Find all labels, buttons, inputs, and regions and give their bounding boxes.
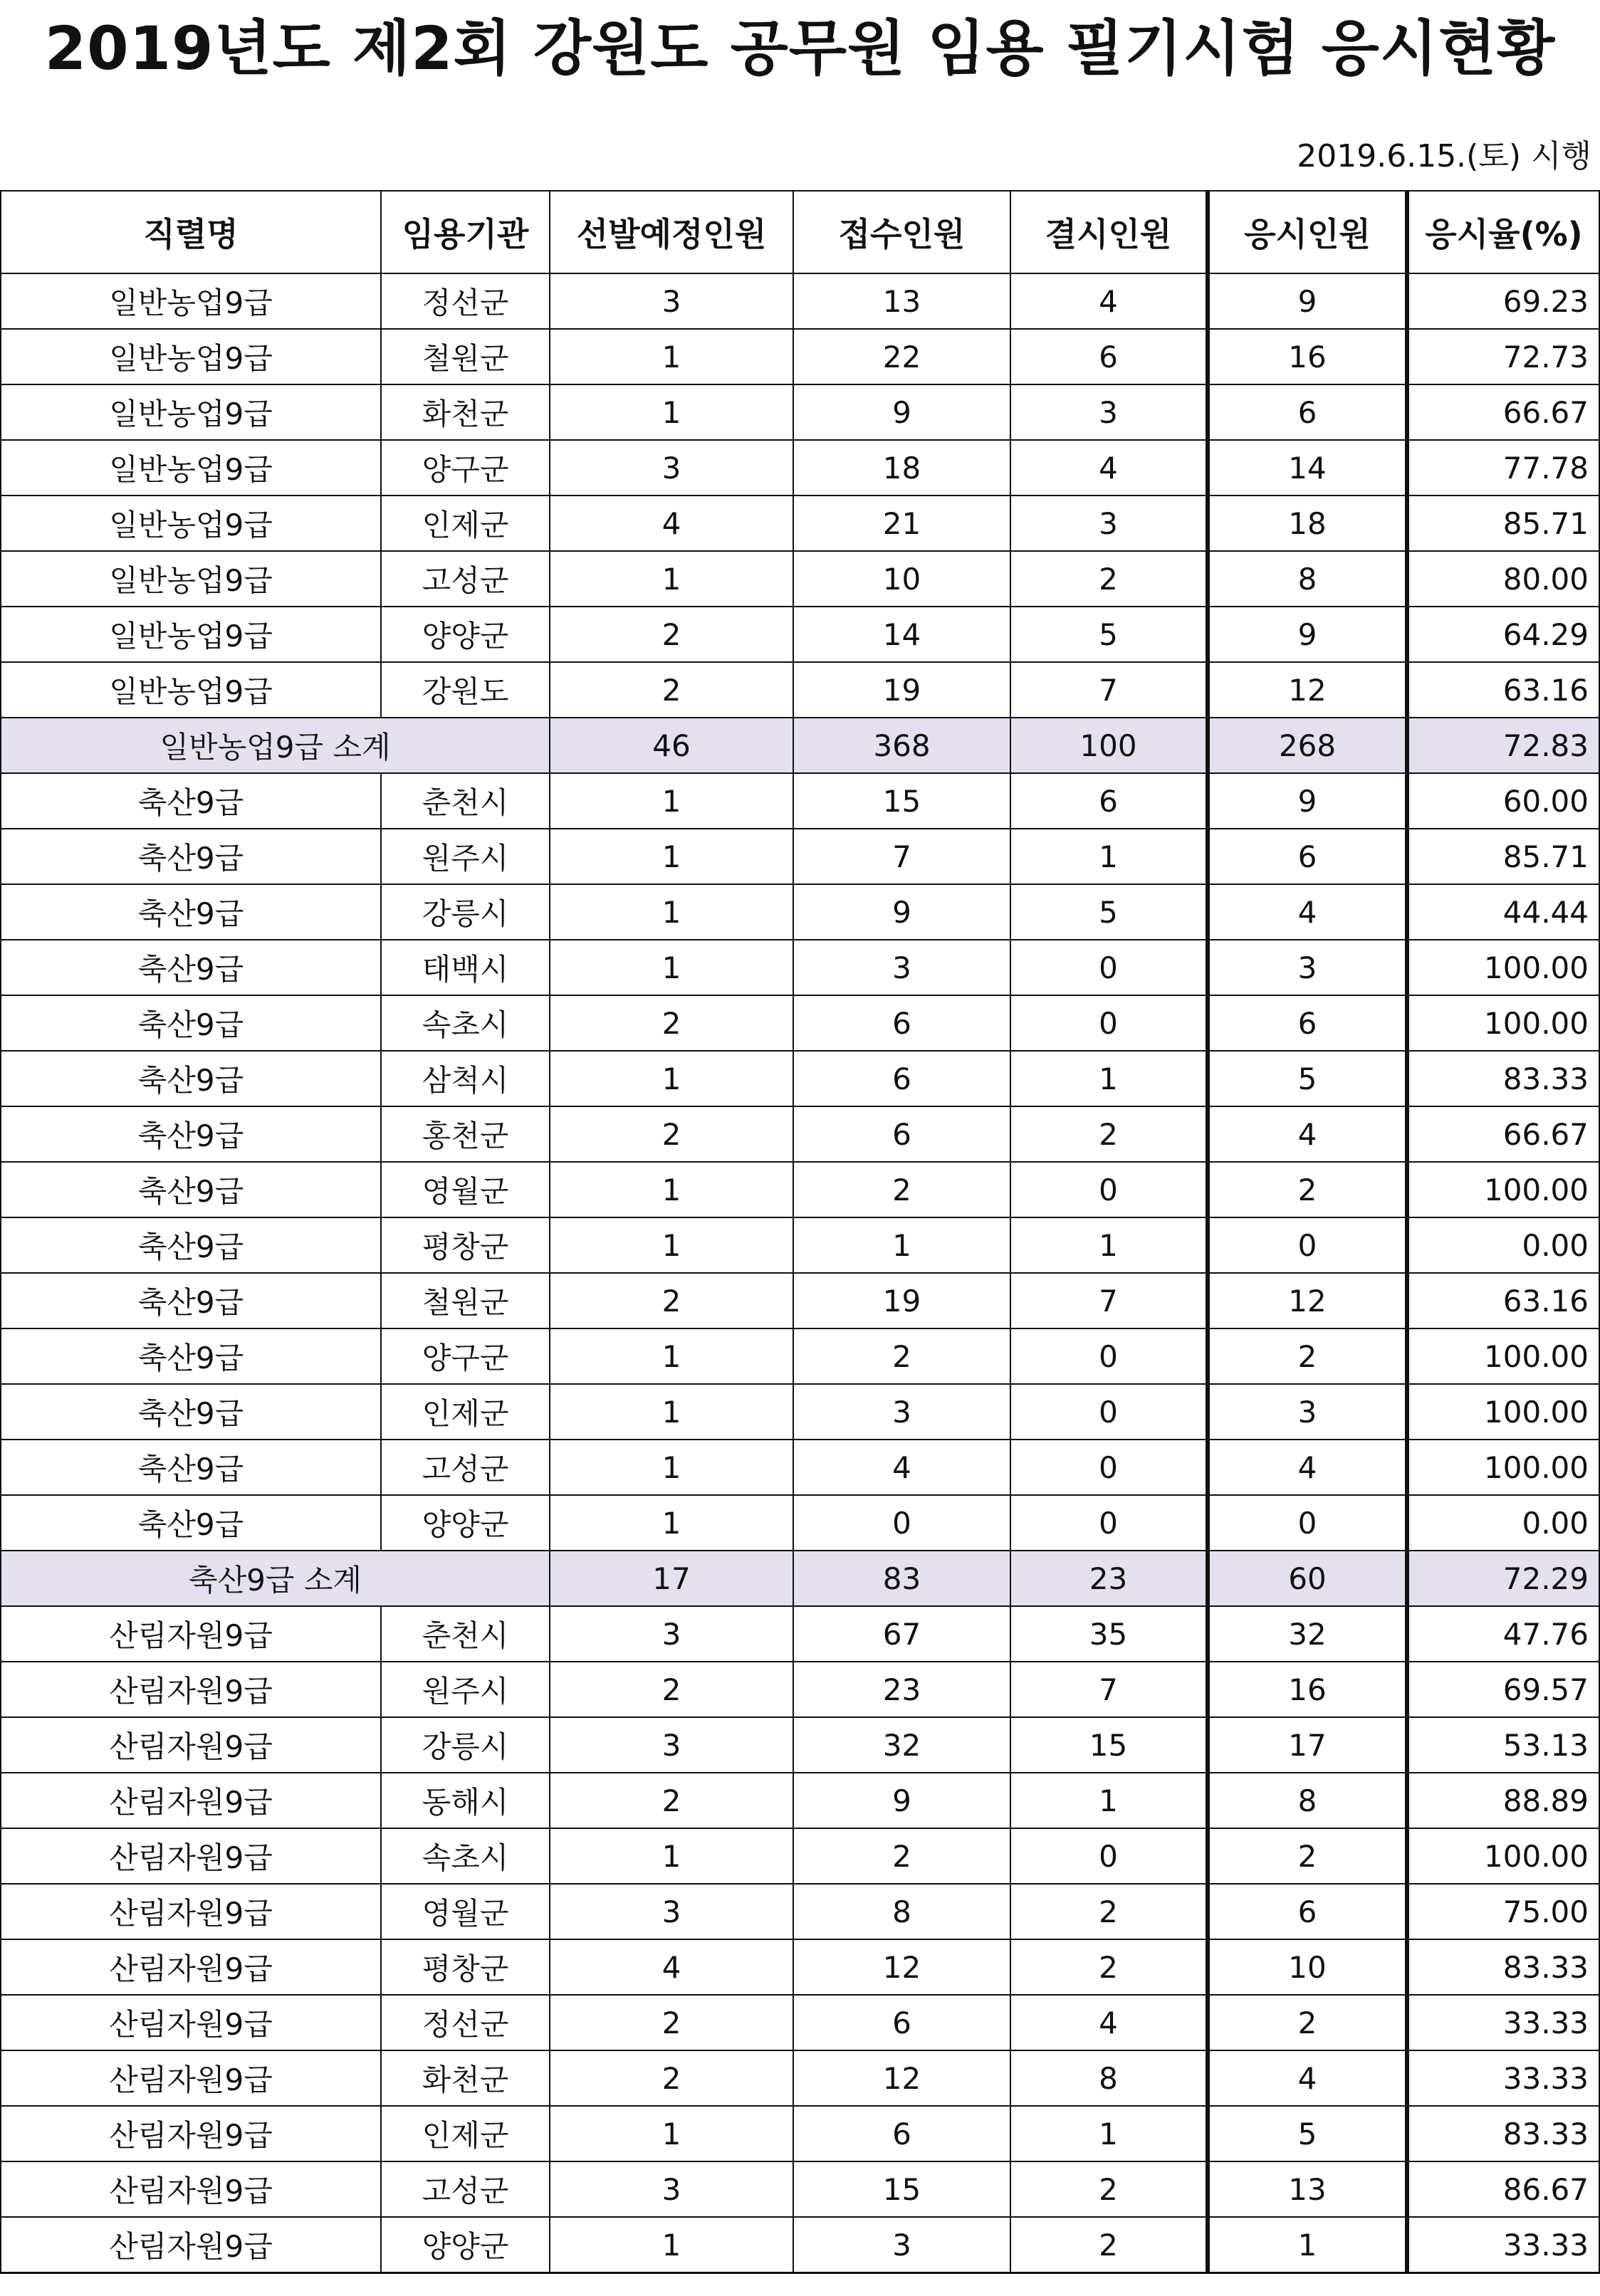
cell-org: 춘천시 bbox=[381, 773, 550, 829]
cell-job: 축산9급 bbox=[1, 773, 381, 829]
cell-org: 화천군 bbox=[381, 2050, 550, 2106]
table-row bbox=[1, 1773, 1599, 1828]
table-row bbox=[1, 1273, 1599, 1328]
cell-absent: 7 bbox=[1010, 1662, 1208, 1717]
cell-applied: 14 bbox=[793, 607, 1010, 662]
subtotal-row bbox=[1, 1551, 1599, 1606]
cell-applied: 22 bbox=[793, 329, 1010, 384]
cell-rate: 63.16 bbox=[1407, 1273, 1599, 1328]
cell-took: 16 bbox=[1208, 329, 1407, 384]
cell-org: 양양군 bbox=[381, 2217, 550, 2273]
cell-job: 축산9급 bbox=[1, 1162, 381, 1217]
cell-applied: 7 bbox=[793, 829, 1010, 884]
cell-took: 4 bbox=[1208, 884, 1407, 940]
cell-took: 1 bbox=[1208, 2217, 1407, 2273]
cell-rate: 100.00 bbox=[1407, 995, 1599, 1051]
table-row bbox=[1, 2106, 1599, 2161]
cell-job: 축산9급 bbox=[1, 1273, 381, 1328]
cell-applied: 19 bbox=[793, 662, 1010, 718]
table-row bbox=[1, 1884, 1599, 1939]
cell-rate: 80.00 bbox=[1407, 551, 1599, 607]
cell-job: 축산9급 bbox=[1, 1440, 381, 1495]
cell-applied: 15 bbox=[793, 2161, 1010, 2217]
cell-quota: 1 bbox=[550, 384, 793, 440]
cell-quota: 1 bbox=[550, 1828, 793, 1884]
cell-org: 양구군 bbox=[381, 1328, 550, 1384]
cell-quota: 1 bbox=[550, 1217, 793, 1273]
cell-org: 철원군 bbox=[381, 1273, 550, 1328]
table-row bbox=[1, 329, 1599, 384]
cell-rate: 63.16 bbox=[1407, 662, 1599, 718]
cell-applied: 0 bbox=[793, 1495, 1010, 1551]
cell-absent: 8 bbox=[1010, 2050, 1208, 2106]
cell-took: 9 bbox=[1208, 273, 1407, 329]
cell-absent: 2 bbox=[1010, 551, 1208, 607]
cell-applied: 67 bbox=[793, 1606, 1010, 1662]
cell-absent: 15 bbox=[1010, 1717, 1208, 1773]
cell-quota: 1 bbox=[550, 773, 793, 829]
cell-job: 산림자원9급 bbox=[1, 1939, 381, 1995]
cell-rate: 83.33 bbox=[1407, 2106, 1599, 2161]
cell-absent: 0 bbox=[1010, 995, 1208, 1051]
cell-took: 5 bbox=[1208, 1051, 1407, 1106]
cell-rate: 75.00 bbox=[1407, 1884, 1599, 1939]
cell-took: 60 bbox=[1208, 1551, 1407, 1606]
cell-took: 9 bbox=[1208, 773, 1407, 829]
cell-quota: 4 bbox=[550, 1939, 793, 1995]
cell-rate: 33.33 bbox=[1407, 1995, 1599, 2050]
cell-job: 산림자원9급 bbox=[1, 1828, 381, 1884]
cell-absent: 5 bbox=[1010, 884, 1208, 940]
cell-applied: 15 bbox=[793, 773, 1010, 829]
cell-quota: 3 bbox=[550, 273, 793, 329]
cell-rate: 100.00 bbox=[1407, 1828, 1599, 1884]
cell-org: 인제군 bbox=[381, 2106, 550, 2161]
cell-job: 축산9급 bbox=[1, 1106, 381, 1162]
cell-org: 고성군 bbox=[381, 1440, 550, 1495]
cell-rate: 100.00 bbox=[1407, 1162, 1599, 1217]
cell-quota: 1 bbox=[550, 1495, 793, 1551]
cell-quota: 2 bbox=[550, 1773, 793, 1828]
cell-org: 양구군 bbox=[381, 440, 550, 496]
cell-rate: 0.00 bbox=[1407, 1217, 1599, 1273]
cell-took: 16 bbox=[1208, 1662, 1407, 1717]
table-row bbox=[1, 1106, 1599, 1162]
cell-took: 3 bbox=[1208, 1384, 1407, 1440]
cell-applied: 9 bbox=[793, 884, 1010, 940]
cell-job: 산림자원9급 bbox=[1, 1717, 381, 1773]
cell-org: 정선군 bbox=[381, 273, 550, 329]
cell-applied: 9 bbox=[793, 1773, 1010, 1828]
table-row bbox=[1, 1162, 1599, 1217]
cell-rate: 66.67 bbox=[1407, 1106, 1599, 1162]
table-row bbox=[1, 1662, 1599, 1717]
cell-took: 10 bbox=[1208, 1939, 1407, 1995]
cell-quota: 1 bbox=[550, 551, 793, 607]
cell-applied: 12 bbox=[793, 2050, 1010, 2106]
cell-applied: 4 bbox=[793, 1440, 1010, 1495]
cell-applied: 12 bbox=[793, 1939, 1010, 1995]
cell-quota: 17 bbox=[550, 1551, 793, 1606]
cell-job: 산림자원9급 bbox=[1, 1606, 381, 1662]
table-row bbox=[1, 2217, 1599, 2273]
cell-took: 2 bbox=[1208, 1995, 1407, 2050]
cell-took: 17 bbox=[1208, 1717, 1407, 1773]
cell-job: 축산9급 bbox=[1, 1495, 381, 1551]
cell-took: 12 bbox=[1208, 1273, 1407, 1328]
table-row bbox=[1, 384, 1599, 440]
cell-rate: 72.29 bbox=[1407, 1551, 1599, 1606]
cell-quota: 1 bbox=[550, 1162, 793, 1217]
cell-applied: 1 bbox=[793, 1217, 1010, 1273]
cell-quota: 3 bbox=[550, 1884, 793, 1939]
cell-rate: 66.67 bbox=[1407, 384, 1599, 440]
table-row bbox=[1, 1606, 1599, 1662]
exam-date: 2019.6.15.(토) 시행 bbox=[1297, 138, 1591, 174]
cell-job: 축산9급 소계 bbox=[1, 1551, 550, 1606]
table-row bbox=[1, 1939, 1599, 1995]
cell-rate: 100.00 bbox=[1407, 940, 1599, 995]
cell-applied: 2 bbox=[793, 1828, 1010, 1884]
cell-job: 산림자원9급 bbox=[1, 2217, 381, 2273]
cell-job: 축산9급 bbox=[1, 995, 381, 1051]
cell-quota: 1 bbox=[550, 1384, 793, 1440]
cell-applied: 9 bbox=[793, 384, 1010, 440]
cell-absent: 23 bbox=[1010, 1551, 1208, 1606]
cell-took: 3 bbox=[1208, 940, 1407, 995]
cell-org: 영월군 bbox=[381, 1884, 550, 1939]
cell-quota: 1 bbox=[550, 940, 793, 995]
cell-applied: 368 bbox=[793, 718, 1010, 773]
cell-quota: 3 bbox=[550, 2161, 793, 2217]
cell-absent: 0 bbox=[1010, 1328, 1208, 1384]
cell-applied: 18 bbox=[793, 440, 1010, 496]
table-row bbox=[1, 1328, 1599, 1384]
cell-quota: 1 bbox=[550, 829, 793, 884]
cell-job: 산림자원9급 bbox=[1, 1884, 381, 1939]
cell-job: 산림자원9급 bbox=[1, 1773, 381, 1828]
cell-took: 268 bbox=[1208, 718, 1407, 773]
cell-org: 춘천시 bbox=[381, 1606, 550, 1662]
cell-job: 일반농업9급 bbox=[1, 329, 381, 384]
cell-quota: 1 bbox=[550, 2217, 793, 2273]
cell-took: 5 bbox=[1208, 2106, 1407, 2161]
table-row bbox=[1, 1495, 1599, 1551]
table-row bbox=[1, 1217, 1599, 1273]
cell-rate: 86.67 bbox=[1407, 2161, 1599, 2217]
cell-job: 산림자원9급 bbox=[1, 2050, 381, 2106]
cell-org: 강릉시 bbox=[381, 884, 550, 940]
cell-job: 산림자원9급 bbox=[1, 1662, 381, 1717]
cell-job: 일반농업9급 bbox=[1, 662, 381, 718]
cell-applied: 32 bbox=[793, 1717, 1010, 1773]
cell-took: 0 bbox=[1208, 1495, 1407, 1551]
cell-org: 삼척시 bbox=[381, 1051, 550, 1106]
cell-org: 정선군 bbox=[381, 1995, 550, 2050]
cell-absent: 7 bbox=[1010, 1273, 1208, 1328]
header-took: 응시인원 bbox=[1208, 191, 1407, 273]
cell-org: 속초시 bbox=[381, 995, 550, 1051]
cell-absent: 4 bbox=[1010, 273, 1208, 329]
cell-quota: 4 bbox=[550, 496, 793, 551]
cell-rate: 83.33 bbox=[1407, 1939, 1599, 1995]
cell-absent: 6 bbox=[1010, 773, 1208, 829]
cell-absent: 4 bbox=[1010, 440, 1208, 496]
table-row bbox=[1, 1717, 1599, 1773]
cell-quota: 1 bbox=[550, 2106, 793, 2161]
cell-took: 18 bbox=[1208, 496, 1407, 551]
cell-applied: 3 bbox=[793, 940, 1010, 995]
cell-absent: 0 bbox=[1010, 1440, 1208, 1495]
cell-rate: 44.44 bbox=[1407, 884, 1599, 940]
cell-absent: 3 bbox=[1010, 384, 1208, 440]
cell-took: 6 bbox=[1208, 1884, 1407, 1939]
cell-rate: 72.83 bbox=[1407, 718, 1599, 773]
header-rate: 응시율(%) bbox=[1407, 191, 1599, 273]
table-row bbox=[1, 773, 1599, 829]
cell-absent: 6 bbox=[1010, 329, 1208, 384]
cell-absent: 0 bbox=[1010, 940, 1208, 995]
cell-quota: 2 bbox=[550, 1273, 793, 1328]
cell-took: 4 bbox=[1208, 1106, 1407, 1162]
cell-quota: 46 bbox=[550, 718, 793, 773]
cell-job: 산림자원9급 bbox=[1, 1995, 381, 2050]
cell-org: 원주시 bbox=[381, 1662, 550, 1717]
header-job: 직렬명 bbox=[1, 191, 381, 273]
cell-rate: 69.23 bbox=[1407, 273, 1599, 329]
cell-took: 4 bbox=[1208, 1440, 1407, 1495]
cell-quota: 2 bbox=[550, 607, 793, 662]
cell-rate: 33.33 bbox=[1407, 2050, 1599, 2106]
cell-applied: 6 bbox=[793, 1051, 1010, 1106]
table-row bbox=[1, 1051, 1599, 1106]
cell-rate: 77.78 bbox=[1407, 440, 1599, 496]
cell-took: 8 bbox=[1208, 1773, 1407, 1828]
cell-absent: 35 bbox=[1010, 1606, 1208, 1662]
cell-took: 14 bbox=[1208, 440, 1407, 496]
cell-applied: 19 bbox=[793, 1273, 1010, 1328]
cell-quota: 1 bbox=[550, 1051, 793, 1106]
cell-job: 일반농업9급 bbox=[1, 607, 381, 662]
cell-took: 6 bbox=[1208, 384, 1407, 440]
cell-org: 고성군 bbox=[381, 2161, 550, 2217]
cell-job: 축산9급 bbox=[1, 829, 381, 884]
cell-took: 8 bbox=[1208, 551, 1407, 607]
cell-org: 평창군 bbox=[381, 1939, 550, 1995]
cell-org: 홍천군 bbox=[381, 1106, 550, 1162]
cell-org: 고성군 bbox=[381, 551, 550, 607]
cell-org: 양양군 bbox=[381, 1495, 550, 1551]
cell-took: 9 bbox=[1208, 607, 1407, 662]
cell-absent: 1 bbox=[1010, 1051, 1208, 1106]
cell-job: 일반농업9급 bbox=[1, 384, 381, 440]
table-row bbox=[1, 551, 1599, 607]
cell-quota: 2 bbox=[550, 995, 793, 1051]
header-applied: 접수인원 bbox=[793, 191, 1010, 273]
cell-rate: 69.57 bbox=[1407, 1662, 1599, 1717]
cell-absent: 0 bbox=[1010, 1384, 1208, 1440]
table-row bbox=[1, 662, 1599, 718]
cell-absent: 4 bbox=[1010, 1995, 1208, 2050]
cell-absent: 0 bbox=[1010, 1162, 1208, 1217]
table-row bbox=[1, 2050, 1599, 2106]
table-row bbox=[1, 940, 1599, 995]
cell-applied: 2 bbox=[793, 1328, 1010, 1384]
cell-job: 축산9급 bbox=[1, 940, 381, 995]
cell-quota: 1 bbox=[550, 329, 793, 384]
cell-took: 13 bbox=[1208, 2161, 1407, 2217]
cell-quota: 2 bbox=[550, 1662, 793, 1717]
cell-absent: 2 bbox=[1010, 2161, 1208, 2217]
cell-absent: 2 bbox=[1010, 1106, 1208, 1162]
cell-rate: 83.33 bbox=[1407, 1051, 1599, 1106]
cell-took: 2 bbox=[1208, 1328, 1407, 1384]
cell-absent: 1 bbox=[1010, 829, 1208, 884]
cell-absent: 3 bbox=[1010, 496, 1208, 551]
cell-job: 축산9급 bbox=[1, 1217, 381, 1273]
cell-org: 강원도 bbox=[381, 662, 550, 718]
cell-applied: 8 bbox=[793, 1884, 1010, 1939]
cell-job: 일반농업9급 bbox=[1, 273, 381, 329]
cell-quota: 1 bbox=[550, 1440, 793, 1495]
cell-org: 철원군 bbox=[381, 329, 550, 384]
subtotal-row bbox=[1, 718, 1599, 773]
cell-rate: 100.00 bbox=[1407, 1440, 1599, 1495]
cell-applied: 6 bbox=[793, 995, 1010, 1051]
cell-rate: 85.71 bbox=[1407, 496, 1599, 551]
cell-absent: 1 bbox=[1010, 1217, 1208, 1273]
header-absent: 결시인원 bbox=[1010, 191, 1208, 273]
cell-applied: 3 bbox=[793, 2217, 1010, 2273]
cell-took: 6 bbox=[1208, 829, 1407, 884]
header-quota: 선발예정인원 bbox=[550, 191, 793, 273]
cell-took: 32 bbox=[1208, 1606, 1407, 1662]
cell-rate: 88.89 bbox=[1407, 1773, 1599, 1828]
cell-absent: 7 bbox=[1010, 662, 1208, 718]
cell-job: 축산9급 bbox=[1, 1051, 381, 1106]
cell-job: 축산9급 bbox=[1, 1384, 381, 1440]
cell-absent: 2 bbox=[1010, 2217, 1208, 2273]
cell-applied: 10 bbox=[793, 551, 1010, 607]
cell-rate: 60.00 bbox=[1407, 773, 1599, 829]
cell-org: 동해시 bbox=[381, 1773, 550, 1828]
cell-took: 2 bbox=[1208, 1162, 1407, 1217]
cell-rate: 100.00 bbox=[1407, 1384, 1599, 1440]
cell-org: 양양군 bbox=[381, 607, 550, 662]
cell-job: 산림자원9급 bbox=[1, 2161, 381, 2217]
cell-job: 일반농업9급 bbox=[1, 440, 381, 496]
cell-applied: 6 bbox=[793, 2106, 1010, 2161]
cell-applied: 21 bbox=[793, 496, 1010, 551]
cell-job: 축산9급 bbox=[1, 1328, 381, 1384]
cell-quota: 2 bbox=[550, 662, 793, 718]
cell-quota: 1 bbox=[550, 1328, 793, 1384]
cell-applied: 2 bbox=[793, 1162, 1010, 1217]
cell-applied: 6 bbox=[793, 1995, 1010, 2050]
cell-org: 화천군 bbox=[381, 384, 550, 440]
table-row bbox=[1, 884, 1599, 940]
cell-quota: 3 bbox=[550, 1606, 793, 1662]
table-row bbox=[1, 496, 1599, 551]
table-header-row bbox=[1, 191, 1599, 273]
table-row bbox=[1, 1384, 1599, 1440]
cell-absent: 1 bbox=[1010, 1773, 1208, 1828]
cell-org: 속초시 bbox=[381, 1828, 550, 1884]
table-body bbox=[1, 273, 1599, 2273]
cell-rate: 0.00 bbox=[1407, 1495, 1599, 1551]
cell-job: 일반농업9급 소계 bbox=[1, 718, 550, 773]
cell-absent: 0 bbox=[1010, 1495, 1208, 1551]
cell-rate: 64.29 bbox=[1407, 607, 1599, 662]
cell-absent: 1 bbox=[1010, 2106, 1208, 2161]
cell-org: 평창군 bbox=[381, 1217, 550, 1273]
cell-quota: 2 bbox=[550, 1995, 793, 2050]
cell-job: 산림자원9급 bbox=[1, 2106, 381, 2161]
cell-rate: 72.73 bbox=[1407, 329, 1599, 384]
table-row bbox=[1, 829, 1599, 884]
cell-absent: 2 bbox=[1010, 1939, 1208, 1995]
cell-org: 영월군 bbox=[381, 1162, 550, 1217]
cell-quota: 3 bbox=[550, 1717, 793, 1773]
cell-org: 강릉시 bbox=[381, 1717, 550, 1773]
cell-took: 12 bbox=[1208, 662, 1407, 718]
cell-rate: 100.00 bbox=[1407, 1328, 1599, 1384]
cell-absent: 5 bbox=[1010, 607, 1208, 662]
cell-applied: 6 bbox=[793, 1106, 1010, 1162]
cell-applied: 23 bbox=[793, 1662, 1010, 1717]
cell-quota: 1 bbox=[550, 884, 793, 940]
cell-applied: 3 bbox=[793, 1384, 1010, 1440]
cell-took: 2 bbox=[1208, 1828, 1407, 1884]
table-row bbox=[1, 440, 1599, 496]
cell-rate: 53.13 bbox=[1407, 1717, 1599, 1773]
cell-org: 인제군 bbox=[381, 496, 550, 551]
cell-took: 4 bbox=[1208, 2050, 1407, 2106]
cell-applied: 13 bbox=[793, 273, 1010, 329]
cell-applied: 83 bbox=[793, 1551, 1010, 1606]
cell-job: 일반농업9급 bbox=[1, 551, 381, 607]
cell-took: 6 bbox=[1208, 995, 1407, 1051]
cell-absent: 100 bbox=[1010, 718, 1208, 773]
cell-org: 원주시 bbox=[381, 829, 550, 884]
cell-absent: 0 bbox=[1010, 1828, 1208, 1884]
cell-job: 축산9급 bbox=[1, 884, 381, 940]
table-row bbox=[1, 273, 1599, 329]
table-row bbox=[1, 1440, 1599, 1495]
header-org: 임용기관 bbox=[381, 191, 550, 273]
cell-absent: 2 bbox=[1010, 1884, 1208, 1939]
cell-rate: 33.33 bbox=[1407, 2217, 1599, 2273]
exam-status-table bbox=[0, 190, 1600, 2274]
table-row bbox=[1, 1995, 1599, 2050]
cell-org: 태백시 bbox=[381, 940, 550, 995]
table-row bbox=[1, 2161, 1599, 2217]
cell-quota: 3 bbox=[550, 440, 793, 496]
table-row bbox=[1, 995, 1599, 1051]
cell-job: 일반농업9급 bbox=[1, 496, 381, 551]
cell-org: 인제군 bbox=[381, 1384, 550, 1440]
table-row bbox=[1, 607, 1599, 662]
page-title: 2019년도 제2회 강원도 공무원 임용 필기시험 응시현황 bbox=[44, 14, 1556, 83]
cell-quota: 2 bbox=[550, 1106, 793, 1162]
cell-took: 0 bbox=[1208, 1217, 1407, 1273]
cell-quota: 2 bbox=[550, 2050, 793, 2106]
cell-rate: 47.76 bbox=[1407, 1606, 1599, 1662]
cell-rate: 85.71 bbox=[1407, 829, 1599, 884]
table-row bbox=[1, 1828, 1599, 1884]
